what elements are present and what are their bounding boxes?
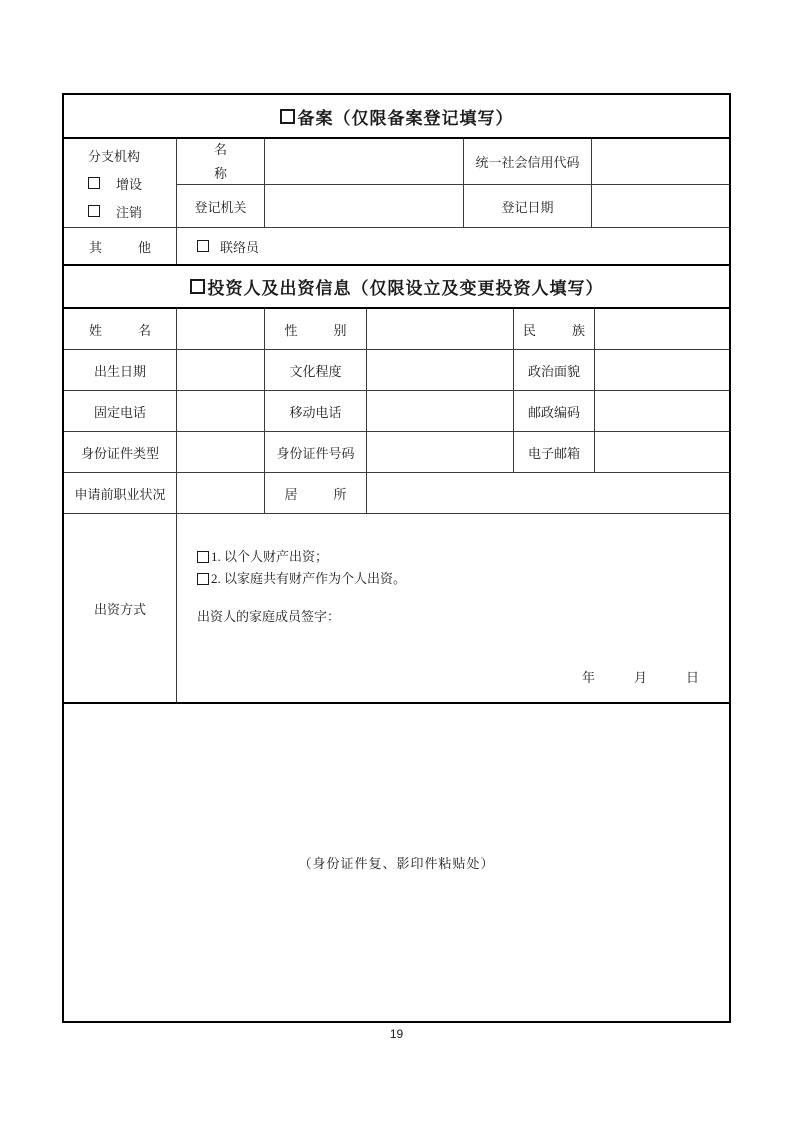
investor-row-3 [64, 391, 729, 432]
other-label: 其他 [89, 239, 151, 255]
filing-checkbox-icon[interactable] [280, 109, 295, 124]
funding-content-cell [177, 514, 729, 702]
uscc-label: 统一社会信用代码 [475, 155, 580, 170]
mobile-label: 移动电话 [289, 404, 342, 420]
liaison-option-cell [177, 228, 729, 264]
other-label-cell [64, 228, 177, 264]
id-number-label-cell [265, 432, 367, 472]
investor-row-4 [64, 432, 729, 473]
funding-option-1-label: 1. 以个人财产出资； [211, 549, 329, 564]
id-type-input-cell[interactable] [177, 432, 265, 472]
id-paste-cell [64, 704, 729, 1021]
residence-label: 居所 [284, 486, 347, 502]
email-label-cell [514, 432, 595, 472]
investor-section-header [64, 264, 729, 309]
funding-method-row [64, 514, 729, 704]
branch-fields [177, 139, 729, 227]
name-label: 姓名 [89, 322, 151, 338]
mobile-input-cell[interactable] [367, 391, 514, 431]
landline-input-cell[interactable] [177, 391, 265, 431]
ethnicity-input-cell[interactable] [595, 309, 729, 349]
branch-office-label: 分支机构 [88, 148, 141, 164]
signature-date-line: 年 月 日 [581, 670, 699, 685]
funding-option-1 [197, 546, 328, 568]
investor-row-2 [64, 350, 729, 391]
pre-occupation-label-cell [64, 473, 177, 513]
branch-add-checkbox-icon[interactable] [88, 177, 100, 189]
branch-name-input-cell[interactable] [265, 139, 464, 184]
residence-label-cell [265, 473, 367, 513]
branch-office-row [64, 139, 729, 228]
registration-form-table [62, 93, 731, 1023]
name-input-cell[interactable] [177, 309, 265, 349]
liaison-label: 联络员 [220, 239, 260, 255]
funding-label-cell [64, 514, 177, 702]
political-status-input-cell[interactable] [595, 350, 729, 390]
branch-cancel-label: 注销 [116, 204, 143, 220]
branch-cancel-checkbox-icon[interactable] [88, 205, 100, 217]
id-paste-note: （身份证件复、影印件粘贴处） [298, 856, 495, 871]
id-paste-area [64, 704, 729, 1021]
landline-label-cell [64, 391, 177, 431]
page-number: 19 [389, 1027, 404, 1041]
id-type-label-cell [64, 432, 177, 472]
liaison-checkbox-icon[interactable] [197, 240, 209, 252]
reg-date-label: 登记日期 [501, 199, 554, 215]
funding-option-2 [197, 568, 406, 590]
filing-section-title: 备案（仅限备案登记填写） [297, 108, 514, 128]
branch-office-cell [64, 139, 177, 227]
funding-option-1-checkbox-icon[interactable] [197, 551, 209, 563]
pre-occupation-label: 申请前职业状况 [74, 486, 166, 502]
email-input-cell[interactable] [595, 432, 729, 472]
reg-date-label-cell [464, 185, 592, 227]
investor-checkbox-icon[interactable] [190, 279, 205, 294]
registration-authority-row [177, 185, 729, 227]
other-row [64, 228, 729, 264]
funding-label: 出资方式 [93, 601, 146, 617]
name-label-cell [64, 309, 177, 349]
political-status-label: 政治面貌 [527, 363, 580, 379]
filing-section-header [64, 95, 729, 139]
family-signature-prompt: 出资人的家庭成员签字： [197, 609, 341, 624]
funding-option-2-label: 2. 以家庭共有财产作为个人出资。 [211, 571, 407, 586]
id-number-label: 身份证件号码 [276, 445, 355, 461]
postal-code-label: 邮政编码 [527, 404, 580, 420]
birth-date-input-cell[interactable] [177, 350, 265, 390]
investor-row-5 [64, 473, 729, 514]
investor-section-title: 投资人及出资信息（仅限设立及变更投资人填写） [207, 279, 604, 298]
gender-input-cell[interactable] [367, 309, 514, 349]
birth-date-label: 出生日期 [93, 363, 146, 379]
gender-label-cell [265, 309, 367, 349]
branch-name-label-cell [177, 139, 265, 184]
reg-date-input-cell[interactable] [592, 185, 729, 227]
email-label: 电子邮箱 [527, 445, 580, 461]
investor-row-1 [64, 309, 729, 350]
uscc-input-cell[interactable] [592, 139, 729, 184]
postal-code-input-cell[interactable] [595, 391, 729, 431]
landline-label: 固定电话 [93, 404, 146, 420]
branch-cancel-option [88, 202, 142, 221]
pre-occupation-input-cell[interactable] [177, 473, 265, 513]
birth-date-label-cell [64, 350, 177, 390]
education-input-cell[interactable] [367, 350, 514, 390]
branch-name-label: 名称 [213, 141, 227, 181]
residence-input-cell[interactable] [367, 473, 729, 513]
branch-add-label: 增设 [116, 176, 143, 192]
political-status-label-cell [514, 350, 595, 390]
ethnicity-label-cell [514, 309, 595, 349]
funding-option-2-checkbox-icon[interactable] [197, 573, 209, 585]
id-type-label: 身份证件类型 [80, 445, 159, 461]
branch-add-option [88, 174, 142, 193]
id-number-input-cell[interactable] [367, 432, 514, 472]
ethnicity-label: 民族 [523, 322, 585, 338]
gender-label: 性别 [284, 322, 347, 338]
authority-label: 登记机关 [194, 199, 247, 215]
authority-input-cell[interactable] [265, 185, 464, 227]
education-label: 文化程度 [289, 363, 342, 379]
postal-code-label-cell [514, 391, 595, 431]
branch-name-row [177, 139, 729, 185]
education-label-cell [265, 350, 367, 390]
uscc-label-cell [464, 139, 592, 184]
mobile-label-cell [265, 391, 367, 431]
authority-label-cell [177, 185, 265, 227]
